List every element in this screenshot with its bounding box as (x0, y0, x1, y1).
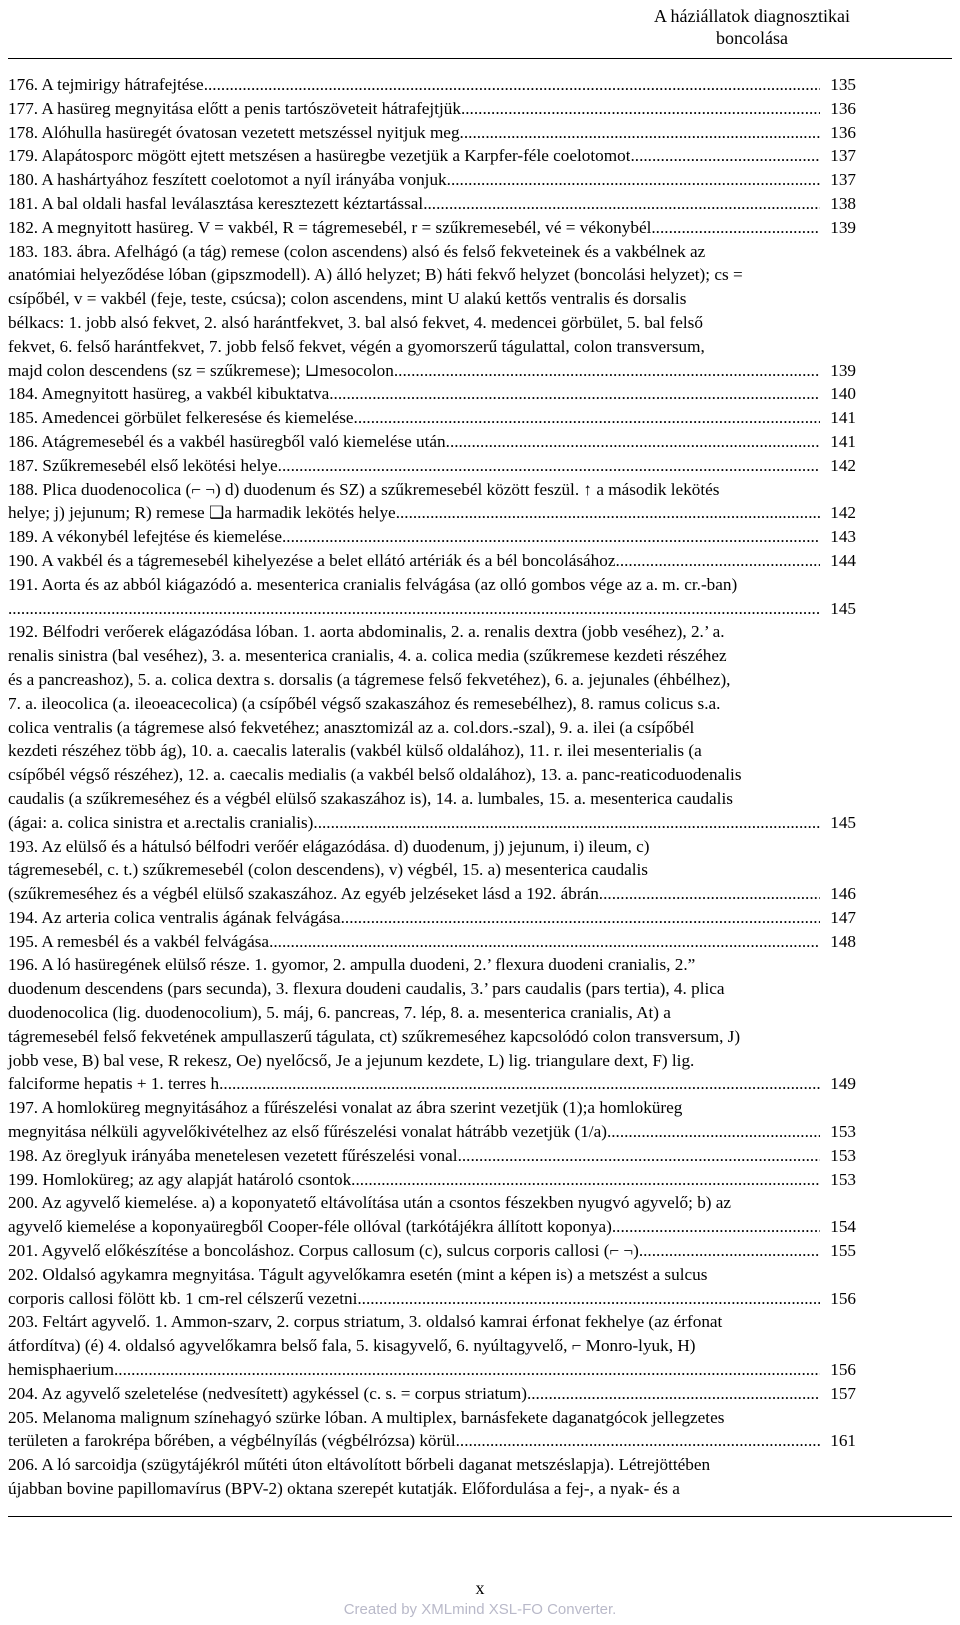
figure-entry[interactable] (8, 144, 856, 168)
dot-leader (460, 121, 820, 145)
figure-caption: 198. Az öreglyuk irányába menetelesen vezetett fűrészelési vonal (8, 1145, 458, 1165)
page-ref[interactable]: 147 (830, 907, 856, 927)
figure-entry[interactable] (8, 1144, 856, 1168)
page-ref[interactable]: 146 (830, 884, 856, 904)
figure-caption-line: bélkacs: 1. jobb alsó fekvet, 2. alsó harántfekvet, 3. bal alsó fekvet, 4. medencei görbület, 5. bal felső (8, 312, 703, 332)
dot-leader (223, 1072, 820, 1096)
figure-entry[interactable] (8, 192, 856, 216)
figure-caption-line: 206. A ló sarcoidja (szügytájékról műtéti úton eltávolított bőrbeli daganat metszéslapja). Létrejöttében (8, 1455, 711, 1475)
figure-caption-line: 191. Aorta és az abból kiágazódó a. mesenterica cranialis felvágása (az olló gombos vége az a. m. cr.-ban) (8, 574, 738, 594)
figure-caption-line: 192. Bélfodri verőerek elágazódása lóban. 1. aorta abdominalis, 2. a. renalis dextra (jobb veséhez), 2.’ a. (8, 622, 725, 642)
page-ref[interactable]: 156 (830, 1360, 856, 1380)
page-ref[interactable]: 157 (830, 1383, 856, 1403)
figure-entry[interactable] (8, 573, 856, 621)
figure-caption-last-line: megnyitása nélküli agyvelőkivételhez az első fűrészelési vonalat hátrább vezetjük (1/a) (8, 1122, 607, 1142)
figure-caption-line: 188. Plica duodenocolica (⌐ ¬) d) duodenum és SZ) a szűkremesebél között feszül. ↑ a második lekötés (8, 479, 720, 499)
figure-caption-last-line: (ágai: a. colica sinistra et a.rectalis cranialis) (8, 812, 314, 832)
figure-caption-line: 7. a. ileocolica (a. ileoeacecolica) (a csípőbél végső szakaszához és remesebélhez), 8. ramus colicus s.a. (8, 693, 721, 713)
figure-entry[interactable] (8, 906, 856, 930)
page-ref[interactable]: 149 (830, 1074, 856, 1094)
figure-caption-line: 197. A homloküreg megnyitásához a fűrészelési vonalat az ábra szerint vezetjük (1);a homloküreg (8, 1098, 683, 1118)
figure-entry[interactable] (8, 240, 856, 383)
dot-leader (527, 1382, 820, 1406)
header-rule (8, 58, 952, 59)
dot-leader (651, 216, 820, 240)
figure-caption-line: jobb vese, B) bal vese, R rekesz, Oe) nyelőcső, Je a jejunum kezdete, L) lig. triangulare dext, F) lig. (8, 1050, 695, 1070)
header-title-line-2: boncolása (716, 28, 788, 48)
figure-caption: 199. Homloküreg; az agy alapját határoló csontok (8, 1169, 352, 1189)
figure-entry[interactable] (8, 1406, 856, 1454)
figure-caption-line: 205. Melanoma malignum színehagyó szürke lóban. A multiplex, barnásfekete daganatgócok jellegzetes (8, 1407, 725, 1427)
figure-entry[interactable] (8, 1263, 856, 1311)
dot-leader (329, 382, 820, 406)
figure-entry[interactable] (8, 620, 856, 834)
figure-entry[interactable] (8, 454, 856, 478)
page-ref[interactable]: 136 (830, 122, 856, 142)
figure-entry[interactable] (8, 953, 856, 1096)
figure-caption-last-line: falciforme hepatis + 1. terres h. (8, 1074, 224, 1094)
figure-caption: 179. Alapátosporc mögött ejtett metszésen a hasüregbe vezetjük a Karpfer-féle coelotomot (8, 146, 631, 166)
figure-caption-line: 183. 183. ábra. Afelhágó (a tág) remese (colon ascendens) alsó és felső fekveteinek és a vakbélnek az (8, 241, 706, 261)
figure-caption: 187. Szűkremesebél első lekötési helye (8, 455, 278, 475)
dot-leader (607, 1120, 820, 1144)
page-ref[interactable]: 148 (830, 931, 856, 951)
figure-caption: 176. A tejmirigy hátrafejtése (8, 75, 204, 94)
page-ref[interactable]: 136 (830, 98, 856, 118)
header-title-line-1: A háziállatok diagnosztikai (654, 6, 850, 26)
dot-leader (639, 1239, 820, 1263)
dot-leader (278, 454, 820, 478)
dot-leader (357, 1287, 820, 1311)
figure-caption-line: átfordítva) (é) 4. oldalsó agyvelőkamra belső fala, 5. kisagyvelő, 6. nyúltagyvelő, ⌐ Monro-lyuk, H) (8, 1336, 696, 1356)
page-ref[interactable]: 142 (830, 455, 856, 475)
figure-caption-last-line: majd colon descendens (sz = szűkremese); ⊔mesocolon (8, 360, 394, 380)
dot-leader (612, 1215, 820, 1239)
figure-caption-line: colica ventralis (a tágremese alsó fekvetéhez; anasztomizál az a. col.dors.-szal), 9. a. ilei (a csípőbél (8, 717, 695, 737)
figure-caption-line: és a pancreashoz), 5. a. colica dextra s. dorsalis (a tágremese felső fekvetéhez), 6. a. jejunales (éhbélhez), (8, 669, 731, 689)
dot-leader (204, 73, 820, 97)
figure-caption-last-line: területen a farokrépa bőrében, a végbélnyílás (végbélrózsa) körül (8, 1431, 456, 1451)
figure-caption-line: kezdeti részéhez több ág), 10. a. caecalis lateralis (vakbél külső oldalához), 11. r. ilei mesenterialis (a (8, 741, 702, 761)
dot-leader (114, 1358, 820, 1382)
figure-entry[interactable] (8, 478, 856, 526)
figure-caption: 184. Amegnyitott hasüreg, a vakbél kibuktatva (8, 384, 330, 404)
figure-caption: 181. A bal oldali hasfal leválasztása keresztezett kéztartással (8, 193, 424, 213)
figure-caption: 178. Alóhulla hasüregét óvatosan vezetett metszéssel nyitjuk meg (8, 122, 460, 142)
page-ref[interactable]: 135 (830, 75, 856, 94)
figure-entry[interactable] (8, 1310, 856, 1381)
page-ref[interactable]: 153 (830, 1169, 856, 1189)
figure-caption-line: 196. A ló hasüregének elülső része. 1. gyomor, 2. ampulla duodeni, 2.’ flexura duodeni cranialis, 2.” (8, 955, 696, 975)
figure-caption-line: duodenum descendens (pars secunda), 3. flexura doudeni caudalis, 3.’ pars caudalis (pars tertia), 4. plica (8, 979, 725, 999)
page-ref[interactable]: 141 (830, 431, 856, 451)
dot-leader (8, 597, 820, 621)
page-ref[interactable]: 139 (830, 360, 856, 380)
figure-entry[interactable] (8, 382, 856, 406)
page-ref[interactable]: 141 (830, 408, 856, 428)
dot-leader (282, 525, 820, 549)
figure-caption-last-line: (szűkremeséhez és a végbél elülső szakaszához. Az egyéb jelzéseket lásd a 192. ábrán (8, 884, 599, 904)
figure-entry[interactable] (8, 835, 856, 906)
page-ref[interactable]: 156 (830, 1288, 856, 1308)
figure-caption-line: caudalis (a szűkremeséhez és a végbél elülső szakaszához is), 14. a. lumbales, 15. a. mesenterica caudalis (8, 788, 733, 808)
figure-caption: 182. A megnyitott hasüreg. V = vakbél, R = tágremesebél, r = szűkremesebél, vé = vékonybél (8, 217, 652, 237)
figure-entry[interactable] (8, 97, 856, 121)
dot-leader (394, 359, 820, 383)
dot-leader (269, 930, 820, 954)
figure-caption-line: 193. Az elülső és a hátulsó bélfodri verőér elágazódása. d) duodenum, j) jejunum, i) ileum, c) (8, 836, 650, 856)
page-ref[interactable]: 142 (830, 503, 856, 523)
page-ref[interactable]: 140 (830, 384, 856, 404)
footer-page-number: x (475, 1578, 485, 1598)
dot-leader (423, 192, 820, 216)
figure-entry[interactable] (8, 1382, 856, 1406)
dot-leader (354, 406, 820, 430)
dot-leader (616, 549, 820, 573)
figure-entry[interactable] (8, 168, 856, 192)
page-ref[interactable]: 137 (830, 146, 856, 166)
figure-entry[interactable] (8, 525, 856, 549)
figure-entry[interactable] (8, 430, 856, 454)
page-ref[interactable]: 145 (830, 812, 856, 832)
figure-entry[interactable] (8, 549, 856, 573)
figure-list (8, 73, 856, 1501)
footer-rule (8, 1516, 952, 1517)
figure-caption-line: fekvet, 6. felső harántfekvet, 7. jobb felső fekvet, végén a gyomorszerű tágulattal, colon transversum, (8, 336, 705, 356)
figure-caption: 189. A vékonybél lefejtése és kiemelése (8, 527, 282, 547)
dot-leader (446, 430, 820, 454)
dot-leader (351, 1168, 820, 1192)
figure-entry[interactable] (8, 930, 856, 954)
page-ref[interactable]: 161 (830, 1431, 856, 1451)
figure-entry[interactable] (8, 1096, 856, 1144)
figure-caption-last-line: agyvelő kiemelése a koponyaüregből Cooper-féle ollóval (tarkótájékra állított koponya) (8, 1217, 612, 1237)
figure-caption-last-line: corporis callosi fölött kb. 1 cm-rel célszerű vezetni (8, 1288, 358, 1308)
page-ref[interactable]: 153 (830, 1122, 856, 1142)
page-ref[interactable]: 138 (830, 193, 856, 213)
figure-entry[interactable] (8, 216, 856, 240)
figure-entry[interactable] (8, 1239, 856, 1263)
figure-caption: 195. A remesbél és a vakbél felvágása (8, 931, 270, 951)
figure-caption-line: csípőbél, v = vakbél (feje, teste, csúcsa); colon ascendens, mint U alakú kettős ventralis és dorsalis (8, 289, 687, 309)
figure-caption-line: anatómiai helyeződése lóban (gipszmodell). A) álló helyzet; B) háti fekvő helyzet (boncolási helyzet); cs = (8, 265, 743, 285)
footer-credit: Created by XMLmind XSL-FO Converter. (343, 1601, 617, 1618)
figure-caption-last-line: hemisphaerium (8, 1360, 114, 1380)
figure-entry[interactable] (8, 1191, 856, 1239)
figure-entry[interactable] (8, 121, 856, 145)
dot-leader (458, 1144, 820, 1168)
figure-caption-line: újabban bovine papillomavírus (BPV-2) oktana szerepét kutatják. Előfordulása a fej-, a nyak- és a (8, 1479, 680, 1499)
figure-caption: 194. Az arteria colica ventralis ágának felvágása (8, 907, 341, 927)
figure-entry[interactable] (8, 1453, 856, 1501)
figure-caption-line: 202. Oldalsó agykamra megnyitása. Tágult agyvelőkamra esetén (mint a képen is) a metszést a sulcus (8, 1264, 708, 1284)
page-ref[interactable]: 144 (830, 550, 856, 570)
figure-caption-line: 203. Feltárt agyvelő. 1. Ammon-szarv, 2. corpus striatum, 3. oldalsó kamrai érfonat fekhelye (az érfonat (8, 1312, 723, 1332)
dot-leader (341, 906, 820, 930)
figure-entry[interactable] (8, 406, 856, 430)
page-ref[interactable]: 155 (830, 1241, 856, 1261)
dot-leader (313, 811, 820, 835)
figure-caption: 204. Az agyvelő szeletelése (nedvesített) agykéssel (c. s. = corpus striatum) (8, 1383, 527, 1403)
figure-caption: 186. Atágremesebél és a vakbél hasüregből való kiemelése után (8, 431, 446, 451)
figure-caption: 177. A hasüreg megnyitása előtt a penis tartószöveteit hátrafejtjük (8, 98, 461, 118)
page-ref[interactable]: 143 (830, 527, 856, 547)
figure-caption: 185. Amedencei görbület felkeresése és kiemelése (8, 408, 354, 428)
figure-caption: 190. A vakbél és a tágremesebél kihelyezése a belet ellátó artériák és a bél boncolásához (8, 550, 616, 570)
figure-entry[interactable] (8, 1168, 856, 1192)
figure-caption-last-line: helye; j) jejunum; R) remese ❑a harmadik lekötés helye (8, 503, 396, 523)
page-ref[interactable]: 153 (830, 1145, 856, 1165)
figure-caption-line: duodenocolica (lig. duodenocolium), 5. máj, 6. pancreas, 7. lép, 8. a. mesenterica cranialis, At) a (8, 1003, 671, 1023)
figure-entry[interactable] (8, 73, 856, 97)
figure-caption-line: tágremesebél felső fekvetének ampullaszerű tágulata, ct) szűkremeséhez kapcsolódó colon transversum, J) (8, 1026, 741, 1046)
page-ref[interactable]: 145 (830, 598, 856, 618)
page-ref[interactable]: 137 (830, 170, 856, 190)
page-ref[interactable]: 154 (830, 1217, 856, 1237)
figure-caption: 180. A hashártyához feszített coelotomot a nyíl irányába vonjuk (8, 170, 447, 190)
dot-leader (599, 882, 820, 906)
dot-leader (447, 168, 820, 192)
figure-caption-line: tágremesebél, c. t.) szűkremesebél (colon descendens), v) végbél, 15. a) mesenterica caudalis (8, 860, 648, 880)
figure-caption-line: csípőbél végső részéhez), 12. a. caecalis medialis (a vakbél belső oldalához), 13. a. panc-reaticoduodenalis (8, 765, 742, 785)
dot-leader (461, 97, 820, 121)
dot-leader (456, 1429, 820, 1453)
dot-leader (630, 144, 820, 168)
figure-caption: 201. Agyvelő előkészítése a boncoláshoz. Corpus callosum (c), sulcus corporis callosi (⌐ ¬) (8, 1241, 639, 1261)
figure-caption-line: renalis sinistra (bal veséhez), 3. a. mesenterica cranialis, 4. a. colica media (szűkremese kezdeti részéhez (8, 646, 727, 666)
page-ref[interactable]: 139 (830, 217, 856, 237)
figure-caption-line: 200. Az agyvelő kiemelése. a) a koponyatető eltávolítása után a csontos fészekben nyugvó agyvelő; b) az (8, 1193, 732, 1213)
dot-leader (396, 501, 820, 525)
